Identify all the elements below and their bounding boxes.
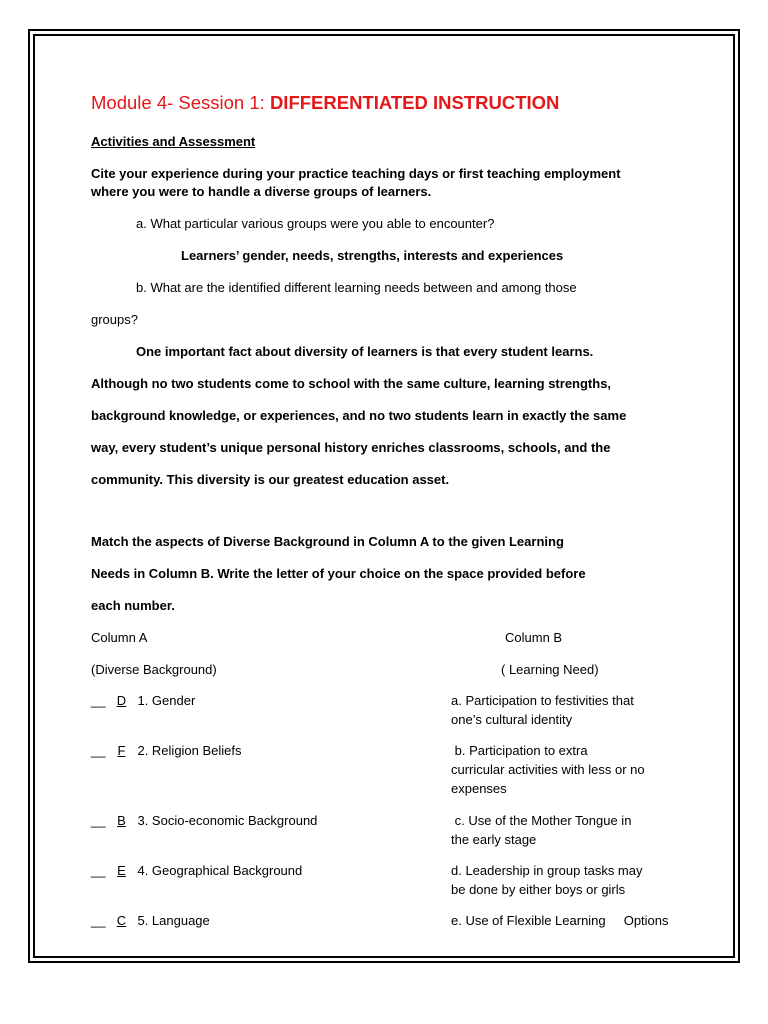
- prompt-line-2: where you were to handle a diverse groups of learners.: [91, 184, 432, 199]
- match-item-3: __ B 3. Socio-economic Background: [91, 813, 318, 828]
- item-label: 5. Language: [137, 913, 210, 928]
- answer-blank[interactable]: B: [117, 813, 126, 828]
- match-item-5: __ C 5. Language: [91, 913, 210, 928]
- choice-b-line-2: curricular activities with less or no: [451, 762, 645, 777]
- choice-c-line-1: c. Use of the Mother Tongue in: [451, 813, 632, 828]
- item-label: 3. Socio-economic Background: [137, 813, 318, 828]
- answer-blank[interactable]: C: [116, 913, 127, 928]
- answer-blank[interactable]: D: [116, 693, 127, 708]
- item-label: 4. Geographical Background: [137, 863, 303, 878]
- column-a-subtitle: (Diverse Background): [91, 662, 217, 677]
- page-title: [91, 92, 559, 114]
- choice-d: [451, 861, 643, 899]
- choice-b-line-3: expenses: [451, 781, 507, 796]
- choice-c-line-2: the early stage: [451, 832, 537, 847]
- choice-e: [451, 911, 669, 930]
- choice-a: [451, 691, 634, 729]
- question-a: a. What particular various groups were you able to encounter?: [136, 216, 495, 231]
- answer-blank[interactable]: F: [117, 743, 126, 758]
- paragraph-line-3: background knowledge, or experiences, and no two students learn in exactly the same: [91, 408, 627, 423]
- match-instructions-line-3: each number.: [91, 598, 175, 613]
- title-prefix: Module 4- Session 1:: [91, 92, 270, 113]
- match-item-1: __ D 1. Gender: [91, 693, 196, 708]
- match-instructions-line-2: Needs in Column B. Write the letter of your choice on the space provided before: [91, 566, 586, 581]
- choice-c: [451, 811, 631, 849]
- paragraph-line-1: One important fact about diversity of learners is that every student learns.: [136, 344, 594, 359]
- title-main: DIFFERENTIATED INSTRUCTION: [269, 92, 560, 113]
- choice-d-line-2: be done by either boys or girls: [451, 882, 626, 897]
- paragraph-line-4: way, every student’s unique personal history enriches classrooms, schools, and the: [91, 440, 611, 455]
- choice-e-line-1: e. Use of Flexible Learning Options: [451, 913, 669, 928]
- choice-d-line-1: d. Leadership in group tasks may: [451, 863, 643, 878]
- question-b-line-2: groups?: [91, 312, 138, 327]
- section-heading: Activities and Assessment: [91, 134, 256, 149]
- column-b-title: Column B: [505, 630, 563, 645]
- choice-b-line-1: b. Participation to extra: [451, 743, 588, 758]
- match-item-4: __ E 4. Geographical Background: [91, 863, 303, 878]
- item-label: 2. Religion Beliefs: [137, 743, 242, 758]
- column-a-title: Column A: [91, 630, 148, 645]
- prompt-line-1: Cite your experience during your practice teaching days or first teaching employment: [91, 166, 621, 181]
- choice-b: [451, 741, 645, 798]
- choice-a-line-2: one’s cultural identity: [451, 712, 573, 727]
- match-item-2: __ F 2. Religion Beliefs: [91, 743, 242, 758]
- choice-a-line-1: a. Participation to festivities that: [451, 693, 634, 708]
- answer-blank[interactable]: E: [117, 863, 126, 878]
- answer-a: Learners’ gender, needs, strengths, interests and experiences: [181, 248, 564, 263]
- column-b-subtitle: ( Learning Need): [501, 662, 599, 677]
- item-label: 1. Gender: [137, 693, 196, 708]
- question-b-line-1: b. What are the identified different learning needs between and among those: [136, 280, 577, 295]
- paragraph-line-5: community. This diversity is our greatest education asset.: [91, 472, 450, 487]
- paragraph-line-2: Although no two students come to school with the same culture, learning strengths,: [91, 376, 612, 391]
- match-instructions-line-1: Match the aspects of Diverse Background in Column A to the given Learning: [91, 534, 564, 549]
